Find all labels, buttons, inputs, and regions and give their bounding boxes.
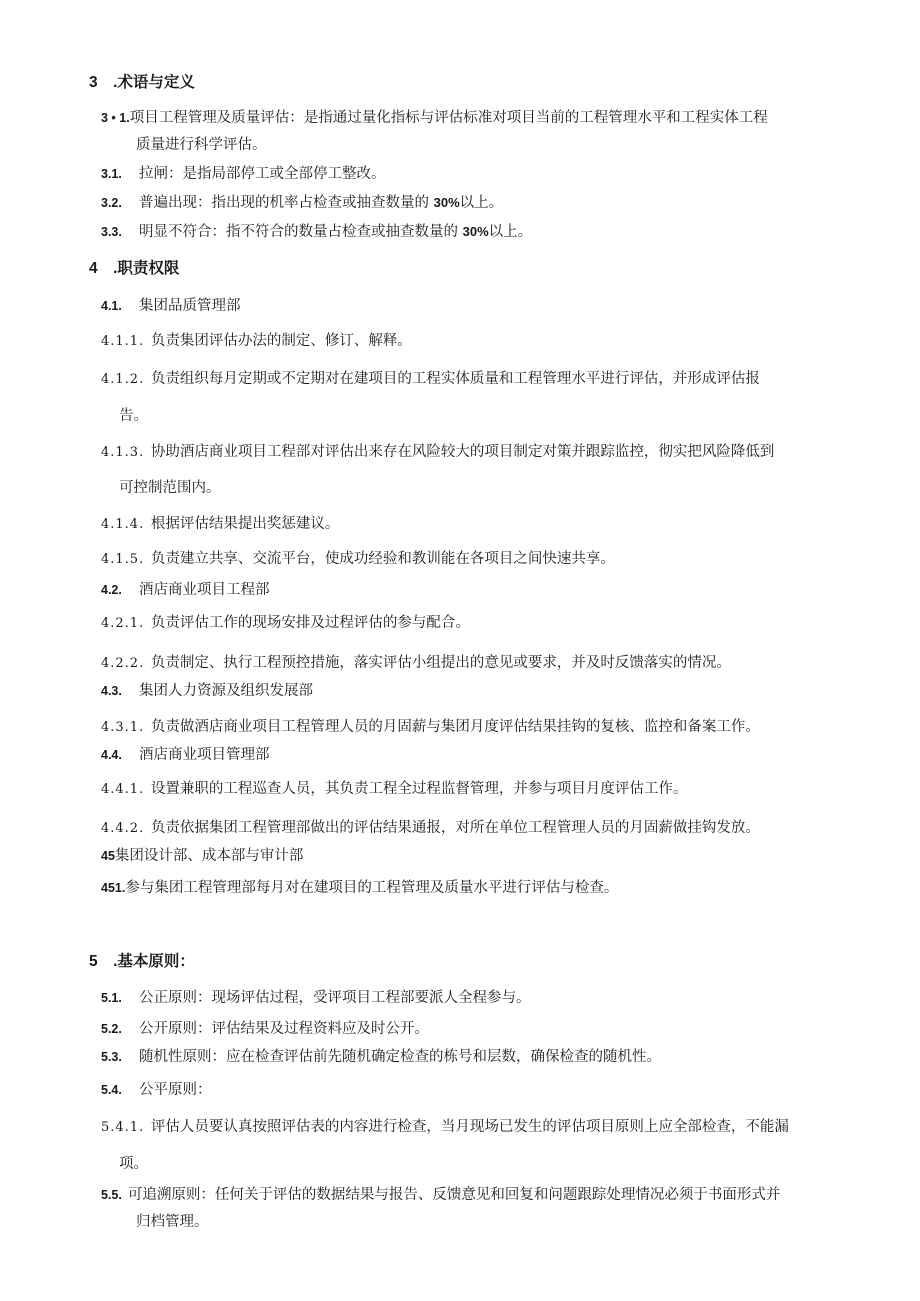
item-number: 4.1.4.: [101, 517, 145, 532]
item-number: 4.2.1.: [101, 616, 145, 631]
item-number: 5.4.1.: [101, 1120, 145, 1135]
item-text: 酒店商业项目工程部: [139, 582, 270, 598]
item-text: 负责评估工作的现场安排及过程评估的参与配合。: [150, 615, 470, 631]
item-text: 公平原则：: [139, 1082, 212, 1098]
item-number: 3.1.: [101, 167, 122, 181]
item-text: 负责建立共享、交流平台，使成功经验和教训能在各项目之间快速共享。: [150, 551, 615, 567]
item-text: 集团设计部、成本部与审计部: [114, 848, 304, 864]
item-3-0: [101, 109, 768, 127]
item-number: 4.1.1.: [101, 334, 145, 349]
item-number: 451.: [101, 881, 126, 895]
item-text: 项目工程管理及质量评估：是指通过量化指标与评估标准对项目当前的工程管理水平和工程实体工程: [129, 110, 768, 126]
item-number: 5.4.: [101, 1083, 122, 1097]
item-number: 5.3.: [101, 1050, 122, 1064]
item-text: 集团品质管理部: [139, 298, 241, 314]
item-number: 4.1.3.: [101, 445, 145, 460]
item-number: 4.3.1.: [101, 720, 145, 735]
item-text: 随机性原则：应在检查评估前先随机确定检查的栋号和层数，确保检查的随机性。: [139, 1049, 661, 1065]
item-4-2: [101, 581, 270, 599]
item-text-end: 以上。: [488, 224, 533, 240]
item-5-4-1-cont: 项。: [119, 1156, 148, 1172]
item-4-1-2: [101, 370, 760, 389]
item-text: 明显不符合：指不符合的数量占检查或抽查数量的: [139, 224, 463, 240]
item-number: 5.1.: [101, 991, 122, 1005]
item-4-1-4: [101, 515, 339, 534]
item-number: 4.4.1.: [101, 782, 145, 797]
item-text: 酒店商业项目管理部: [139, 747, 270, 763]
item-number: 5.2.: [101, 1022, 122, 1036]
item-4-2-1: [101, 614, 470, 633]
item-number: 4.2.: [101, 583, 122, 597]
item-5-5-cont: 归档管理。: [136, 1214, 209, 1230]
item-4-3-1: [101, 718, 760, 737]
item-number: 3.3.: [101, 225, 122, 239]
item-4-5-1: [101, 879, 618, 897]
item-number: 4.1.2.: [101, 372, 145, 387]
item-text: 根据评估结果提出奖惩建议。: [150, 516, 340, 532]
item-text: 公开原则：评估结果及过程资料应及时公开。: [139, 1021, 429, 1037]
item-5-4-1: [101, 1118, 789, 1137]
item-number: 45: [101, 849, 115, 863]
item-number: 4.3.: [101, 684, 122, 698]
item-4-4-2: [101, 819, 760, 838]
item-text: 负责集团评估办法的制定、修订、解释。: [150, 333, 412, 349]
item-4-3: [101, 682, 313, 700]
percent-value: 30%: [433, 195, 460, 210]
item-text: 负责做酒店商业项目工程管理人员的月固薪与集团月度评估结果挂钩的复核、监控和备案工作。: [150, 719, 760, 735]
item-4-1-5: [101, 550, 615, 569]
item-3-2: [101, 194, 503, 212]
item-text: 负责依据集团工程管理部做出的评估结果通报，对所在单位工程管理人员的月固薪做挂钩发放。: [150, 820, 760, 836]
item-4-4: [101, 746, 270, 764]
item-5-3: [101, 1048, 661, 1066]
item-4-1: [101, 297, 241, 315]
item-text: 负责制定、执行工程预控措施，落实评估小组提出的意见或要求，并及时反馈落实的情况。: [150, 655, 731, 671]
item-3-3: [101, 223, 532, 241]
percent-value: 30%: [462, 224, 489, 239]
item-5-5: [101, 1186, 780, 1204]
item-text: 公正原则：现场评估过程，受评项目工程部要派人全程参与。: [139, 990, 531, 1006]
item-number: 5.5.: [101, 1188, 122, 1202]
item-5-1: [101, 989, 531, 1007]
item-5-4: [101, 1081, 212, 1099]
item-number: 4.4.: [101, 748, 122, 762]
item-text: 负责组织每月定期或不定期对在建项目的工程实体质量和工程管理水平进行评估，并形成评估报: [150, 371, 760, 387]
item-text: 参与集团工程管理部每月对在建项目的工程管理及质量水平进行评估与检查。: [125, 880, 619, 896]
section-4-heading: 4 .职责权限: [89, 260, 180, 277]
item-text: 设置兼职的工程巡查人员，其负责工程全过程监督管理，并参与项目月度评估工作。: [150, 781, 688, 797]
section-5-heading: 5 .基本原则：: [89, 953, 195, 970]
item-number: 4.1.5.: [101, 552, 145, 567]
item-5-2: [101, 1020, 429, 1038]
item-number: 4.4.2.: [101, 821, 145, 836]
item-4-1-3: [101, 443, 774, 462]
item-text: 集团人力资源及组织发展部: [139, 683, 313, 699]
item-4-1-3-cont: 可控制范围内。: [119, 480, 221, 496]
item-4-4-1: [101, 780, 687, 799]
item-4-5: [101, 847, 303, 865]
item-text: 协助酒店商业项目工程部对评估出来存在风险较大的项目制定对策并跟踪监控，彻实把风险降低到: [150, 444, 775, 460]
item-text: 普遍出现：指出现的机率占检查或抽查数量的: [139, 195, 434, 211]
item-number: 3.2.: [101, 196, 122, 210]
item-4-1-1: [101, 332, 412, 351]
item-number: 4.2.2.: [101, 656, 145, 671]
item-4-1-2-cont: 告。: [119, 408, 148, 424]
section-3-heading: 3 .术语与定义: [89, 74, 195, 91]
item-3-1: [101, 165, 386, 183]
item-text-end: 以上。: [459, 195, 504, 211]
item-number: 3 • 1.: [101, 111, 130, 125]
item-number: 4.1.: [101, 299, 122, 313]
item-3-0-cont: 质量进行科学评估。: [136, 137, 267, 153]
item-text: 评估人员要认真按照评估表的内容进行检查，当月现场已发生的评估项目原则上应全部检查，不能漏: [150, 1119, 789, 1135]
item-text: 拉闸：是指局部停工或全部停工整改。: [139, 166, 386, 182]
item-text: 可追溯原则：任何关于评估的数据结果与报告、反馈意见和回复和问题跟踪处理情况必须于书面形式并: [127, 1187, 781, 1203]
item-4-2-2: [101, 654, 731, 673]
